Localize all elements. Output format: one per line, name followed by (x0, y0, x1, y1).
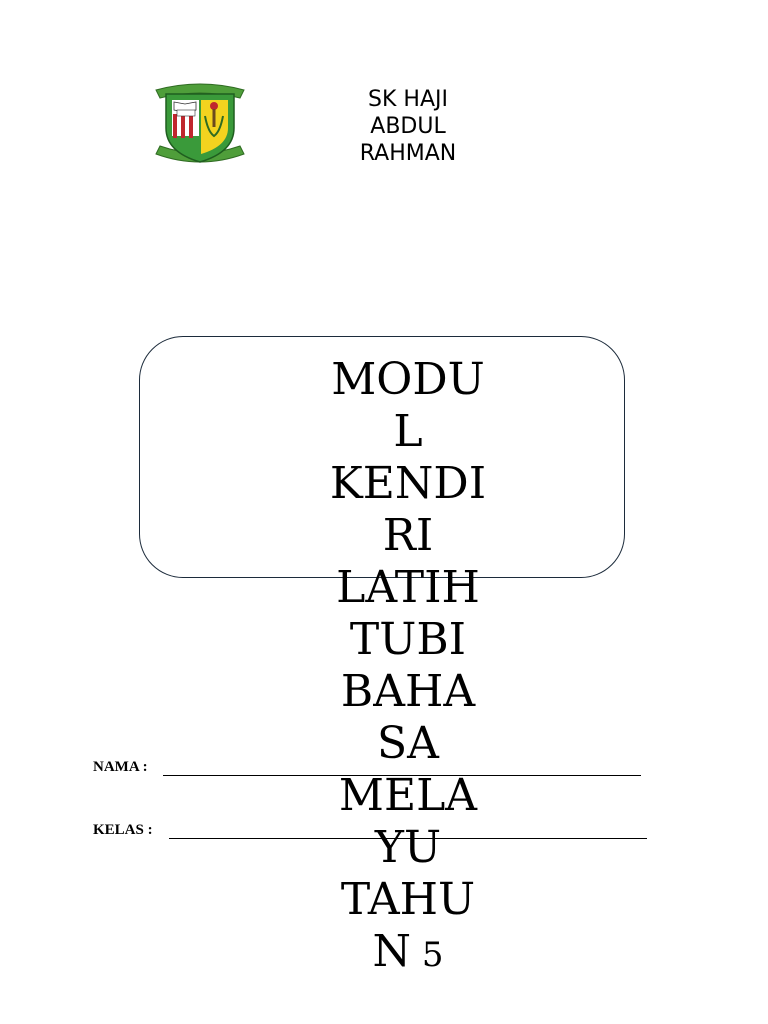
school-crest-logo (152, 80, 248, 168)
title-line: L (393, 406, 423, 457)
title-last-main: N (372, 926, 412, 977)
nama-label: NAMA : (93, 759, 148, 775)
document-title (300, 354, 516, 981)
title-line: MODU (331, 354, 485, 405)
school-name-line: ABDUL (370, 114, 446, 139)
school-name (320, 86, 496, 166)
nama-field (93, 759, 148, 776)
school-crest-icon (152, 80, 248, 168)
school-name-line: SK HAJI (368, 87, 448, 112)
title-line: TUBI (349, 614, 467, 665)
title-line: YU (374, 822, 442, 873)
title-line: TAHU (340, 874, 476, 925)
title-line: LATIH (336, 562, 480, 613)
nama-input-line[interactable] (163, 775, 641, 776)
title-line: BAHA (340, 666, 476, 717)
kelas-label: KELAS : (93, 822, 153, 838)
title-line: RI (382, 510, 434, 561)
title-line: KENDI (329, 458, 487, 509)
kelas-field (93, 822, 153, 839)
kelas-input-line[interactable] (169, 838, 647, 839)
title-line: MELA (338, 770, 478, 821)
title-line-last (300, 926, 516, 981)
title-line: SA (377, 718, 439, 769)
title-year: 5 (411, 935, 444, 975)
school-name-line: RAHMAN (359, 141, 457, 166)
